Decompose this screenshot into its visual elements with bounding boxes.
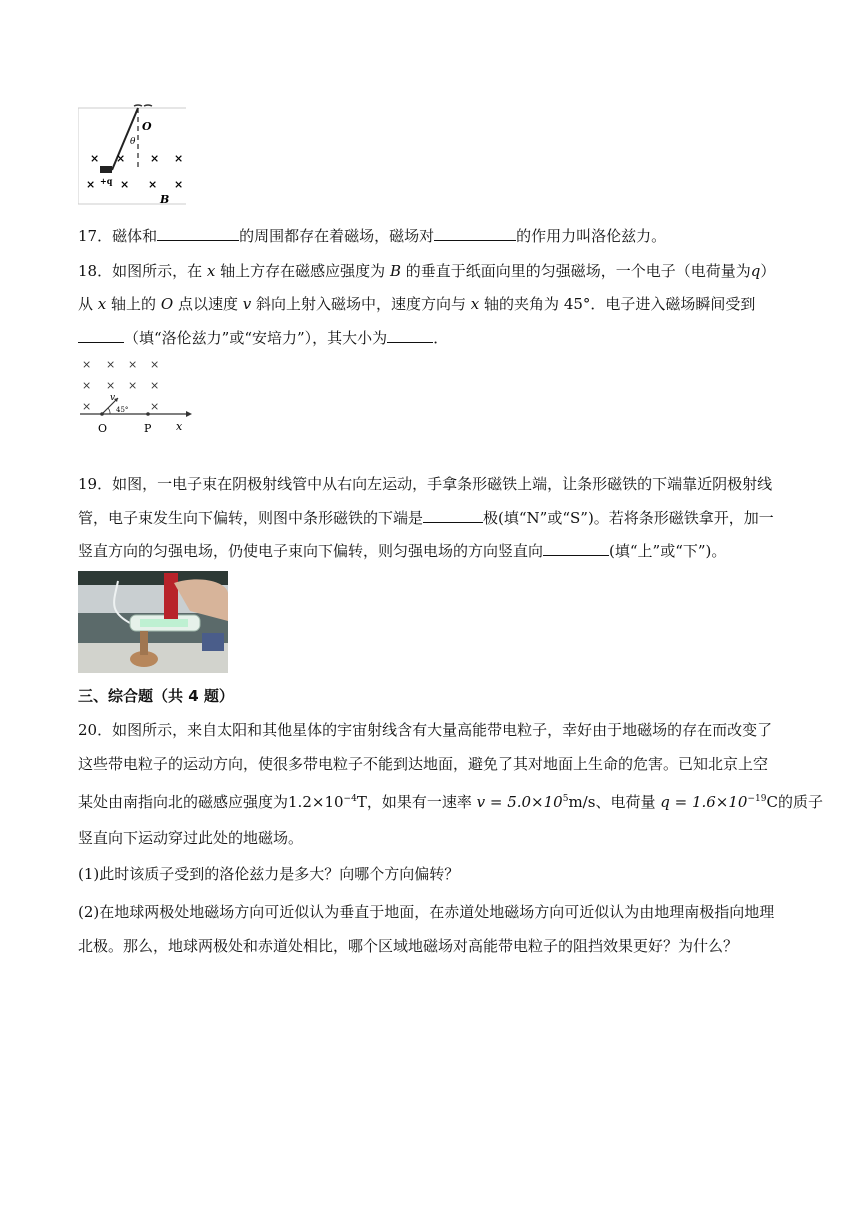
svg-text:×: × bbox=[82, 358, 92, 371]
question-18-line-1: 18．如图所示，在 x 轴上方存在磁感应强度为 B 的垂直于纸面向里的匀强磁场，一个电子（电荷量为q） bbox=[78, 262, 776, 280]
answer-blank[interactable] bbox=[157, 226, 239, 241]
cathode-ray-photo-image bbox=[78, 571, 228, 673]
svg-text:×: × bbox=[82, 400, 92, 413]
origin-label: O bbox=[98, 422, 108, 435]
svg-text:×: × bbox=[82, 379, 92, 392]
pendulum-figure bbox=[78, 104, 188, 206]
question-19-line-2: 管，电子束发生向下偏转，则图中条形磁铁的下端是 极(填“N”或“S”)。若将条形磁铁拿开，加一 bbox=[78, 509, 774, 527]
question-19-line-3: 竖直方向的匀强电场，仍使电子束向下偏转，则匀强电场的方向竖直向 (填“上”或“下”)。 bbox=[78, 542, 727, 560]
svg-text:×: × bbox=[150, 379, 160, 392]
electron-field-diagram bbox=[78, 352, 198, 436]
svg-text:×: × bbox=[128, 358, 138, 371]
svg-text:×: × bbox=[150, 358, 160, 371]
svg-text:×: × bbox=[128, 379, 138, 392]
angle-label: 45° bbox=[116, 406, 129, 414]
bar-magnet bbox=[164, 573, 178, 619]
pendulum-diagram bbox=[78, 104, 188, 206]
angle-label: θ bbox=[130, 137, 136, 147]
section-heading: 三、综合题（共 4 题） bbox=[78, 687, 234, 705]
svg-text:×: × bbox=[106, 358, 116, 371]
answer-blank[interactable] bbox=[78, 328, 124, 343]
question-18-line-3: （填“洛伦兹力”或“安培力”），其大小为 ． bbox=[78, 328, 448, 348]
question-number: 20． bbox=[78, 721, 113, 739]
svg-text:×: × bbox=[174, 152, 184, 165]
answer-blank[interactable] bbox=[543, 541, 609, 556]
mass-block bbox=[100, 166, 112, 173]
question-20-line-2: 这些带电粒子的运动方向，使很多带电粒子不能到达地面，避免了其对地面上生命的危害。已知北京上空 bbox=[78, 755, 769, 773]
electron-field-figure bbox=[78, 352, 198, 436]
question-20-sub-2-line-1: (2)在地球两极处地磁场方向可近似认为垂直于地面，在赤道处地磁场方向可近似认为由地理南极指向地理 bbox=[78, 903, 775, 921]
question-17: 17．磁体和 的周围都存在着磁场，磁场对 的作用力叫洛伦兹力。 bbox=[78, 227, 667, 245]
svg-text:×: × bbox=[106, 379, 116, 392]
charge-label: +q bbox=[100, 176, 113, 186]
pivot-label: O bbox=[142, 120, 152, 133]
point-p-label: P bbox=[144, 422, 152, 435]
answer-blank[interactable] bbox=[434, 226, 516, 241]
velocity-label: v bbox=[110, 393, 116, 403]
question-number: 17． bbox=[78, 227, 113, 245]
svg-text:×: × bbox=[174, 178, 184, 191]
question-20-sub-1: (1)此时该质子受到的洛伦兹力是多大？向哪个方向偏转？ bbox=[78, 865, 460, 883]
svg-text:×: × bbox=[148, 178, 158, 191]
answer-blank[interactable] bbox=[423, 508, 483, 523]
svg-text:×: × bbox=[116, 152, 126, 165]
question-20-line-4: 竖直向下运动穿过此处的地磁场。 bbox=[78, 829, 304, 847]
question-number: 19． bbox=[78, 475, 113, 493]
question-20-line-1: 20．如图所示，来自太阳和其他星体的宇宙射线含有大量高能带电粒子，幸好由于地磁场的存在而改变了 bbox=[78, 721, 773, 739]
svg-text:×: × bbox=[120, 178, 130, 191]
question-18-line-2: 从 x 轴上的 O 点以速度 v 斜向上射入磁场中，速度方向与 x 轴的夹角为 45°．电子进入磁场瞬间受到 bbox=[78, 295, 756, 313]
svg-text:×: × bbox=[90, 152, 100, 165]
field-label: B bbox=[160, 193, 170, 206]
cathode-ray-photo bbox=[78, 571, 228, 673]
question-number: 18． bbox=[78, 262, 113, 280]
svg-text:×: × bbox=[150, 400, 160, 413]
svg-text:×: × bbox=[150, 152, 160, 165]
answer-blank[interactable] bbox=[387, 328, 433, 343]
question-20-line-3: 某处由南指向北的磁感应强度为$1.2\times 10^{-4}T$，如果有一速率 $v = 5.0\times 10^5m/s$、电荷量 $q = 1.6\times 10^{-19}C$的质子 bbox=[78, 793, 823, 811]
svg-text:×: × bbox=[86, 178, 96, 191]
question-19-line-1: 19．如图，一电子束在阴极射线管中从右向左运动，手拿条形磁铁上端，让条形磁铁的下端靠近阴极射线 bbox=[78, 475, 773, 493]
question-20-sub-2-line-2: 北极。那么，地球两极处和赤道处相比，哪个区域地磁场对高能带电粒子的阻挡效果更好？为什么？ bbox=[78, 937, 739, 955]
x-axis-label: x bbox=[176, 420, 183, 433]
